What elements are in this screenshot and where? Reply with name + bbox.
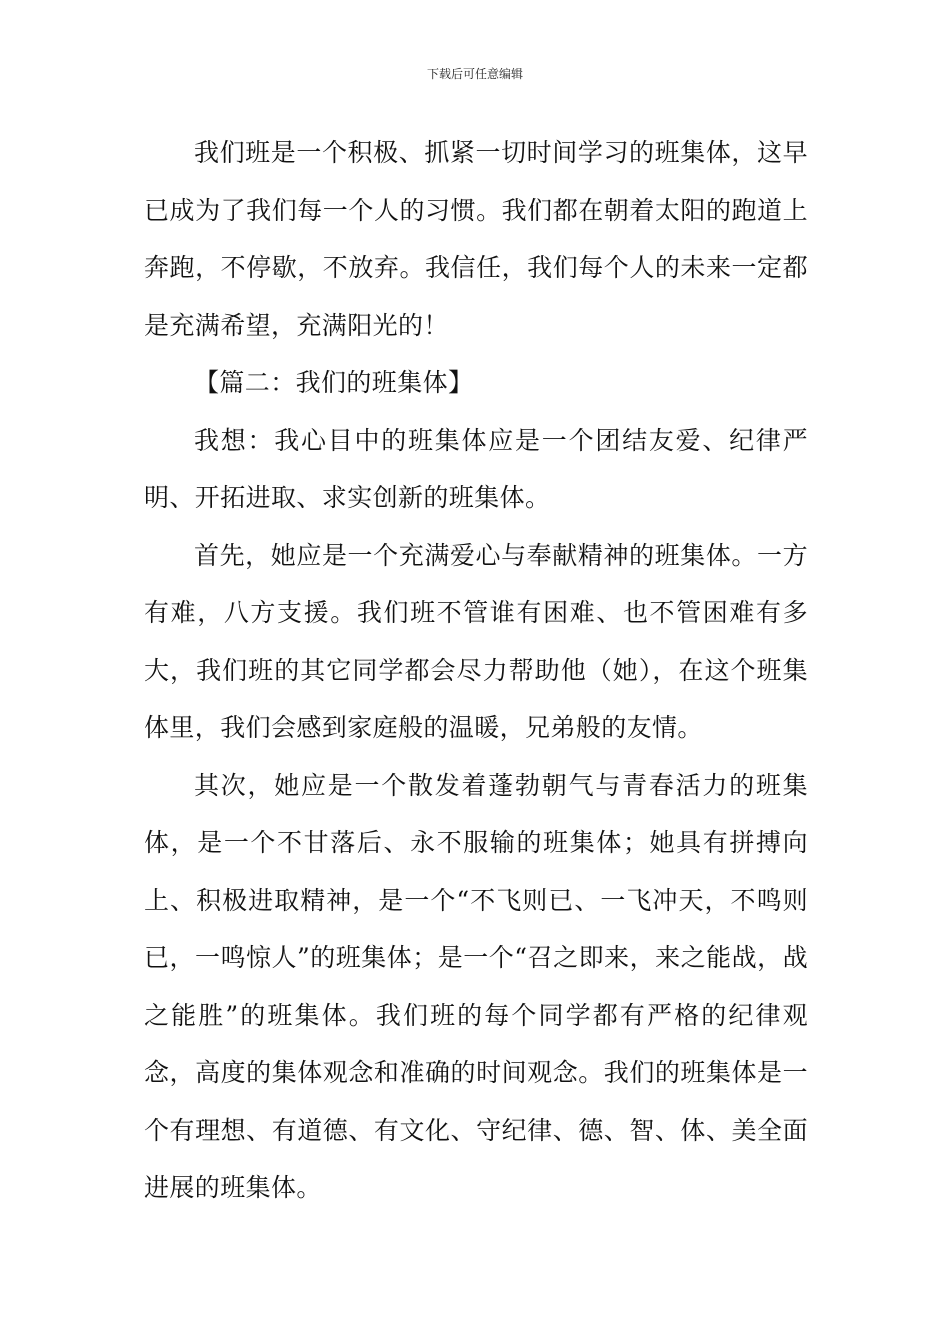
document-body: [144, 124, 808, 1217]
paragraph-ideal-class: 我想：我心目中的班集体应是一个团结友爱、纪律严明、开拓进取、求实创新的班集体。: [144, 425, 808, 512]
paragraph-intro: 我们班是一个积极、抓紧一切时间学习的班集体，这早已成为了我们每一个人的习惯。我们都在朝着太阳的跑道上奔跑，不停歇，不放弃。我信任，我们每个人的未来一定都是充满希望，充满阳光的！: [144, 138, 808, 340]
page-header-note: 下载后可任意编辑: [426, 67, 523, 81]
paragraph-first-point: 首先，她应是一个充满爱心与奉献精神的班集体。一方有难，八方支援。我们班不管谁有困难、也不管困难有多大，我们班的其它同学都会尽力帮助他（她），在这个班集体里，我们会感到家庭般的温暖，兄弟般的友情。: [144, 540, 808, 742]
paragraph-second-point: 其次，她应是一个散发着蓬勃朝气与青春活力的班集体，是一个不甘落后、永不服输的班集体；她具有拼搏向上、积极进取精神，是一个“不飞则已、一飞冲天，不鸣则已，一鸣惊人”的班集体；是一个“召之即来，来之能战，战之能胜”的班集体。我们班的每个同学都有严格的纪律观念，高度的集体观念和准确的时间观念。我们的班集体是一个有理想、有道德、有文化、守纪律、德、智、体、美全面进展的班集体。: [144, 770, 808, 1202]
section-heading: 【篇二：我们的班集体】: [194, 368, 474, 397]
